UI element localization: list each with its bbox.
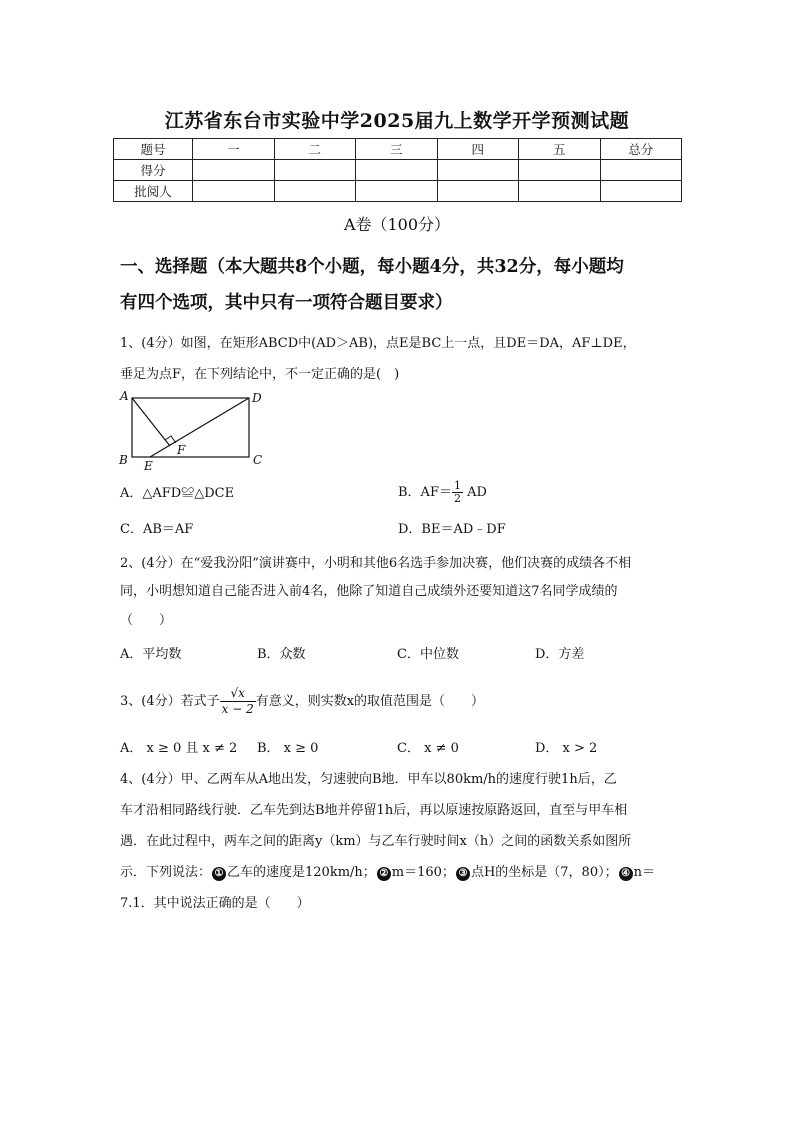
label-c: C <box>253 453 263 467</box>
q1-text-line1: 1、(4分）如图，在矩形ABCD中(AD＞AB)，点E是BC上一点，且DE＝DA，AF⊥DE， <box>120 336 636 351</box>
score-table-cell <box>274 181 356 202</box>
score-table-cell <box>193 160 275 181</box>
score-table-cell <box>519 181 601 202</box>
q1-rectangle-figure <box>115 388 275 474</box>
part1-heading-line1: 一、选择题（本大题共8个小题，每小题4分，共32分，每小题均 <box>120 257 624 277</box>
q4-text-line3: 遇．在此过程中，两车之间的距离y（km）与乙车行驶时间x（h）之间的函数关系如图所 <box>120 834 632 849</box>
q2-option-d: D．方差 <box>535 647 585 662</box>
q3-option-a: A． x ≥ 0 且 x ≠ 2 <box>120 741 238 756</box>
score-table-header-cell: 三 <box>356 139 438 160</box>
q2-option-b: B．众数 <box>257 647 306 662</box>
score-table-header-cell: 题号 <box>114 139 193 160</box>
q2-text-line2: 同，小明想知道自己能否进入前4名，他除了知道自己成绩外还要知道这7名同学成绩的 <box>120 584 618 599</box>
score-table-header-cell: 总分 <box>600 139 682 160</box>
q2-option-c: C．中位数 <box>397 647 459 662</box>
circled-three-icon: ③ <box>456 867 470 881</box>
score-table-cell <box>356 181 438 202</box>
q1-option-c: C．AB＝AF <box>120 522 194 537</box>
q4-line4-b: 乙车的速度是120km/h； <box>227 865 376 880</box>
circled-two-icon: ② <box>377 867 391 881</box>
q2-text-line1: 2、(4分）在“爱我汾阳”演讲赛中，小明和其他6名选手参加决赛，他们决赛的成绩各不相 <box>120 556 632 571</box>
label-a: A <box>120 389 129 403</box>
score-table-header-row <box>114 139 682 160</box>
fraction-denominator: 2 <box>453 492 461 505</box>
score-table-cell: 批阅人 <box>114 181 193 202</box>
score-table-header-cell: 二 <box>274 139 356 160</box>
label-d: D <box>252 391 262 405</box>
q2-option-a: A．平均数 <box>120 647 182 662</box>
q4-text-line4 <box>120 859 680 887</box>
q4-text-line5: 7.1．其中说法正确的是（ ） <box>120 896 310 911</box>
score-table-cell <box>356 160 438 181</box>
circled-four-icon: ④ <box>619 867 633 881</box>
q3-fraction <box>220 686 256 717</box>
q3-suffix: 有意义，则实数x的取值范围是（ ） <box>255 694 485 709</box>
q1-text-line2: 垂足为点F，在下列结论中，不一定正确的是( ) <box>120 367 400 382</box>
q3-prefix: 3、(4分）若式子 <box>120 694 220 709</box>
fraction-one-half <box>452 480 463 505</box>
q3-option-b: B． x ≥ 0 <box>257 741 319 756</box>
label-e: E <box>144 459 153 473</box>
q1-option-d: D．BE＝AD﹣DF <box>398 522 506 537</box>
score-table-header-cell: 一 <box>193 139 275 160</box>
q4-line4-c: m＝160； <box>391 865 455 880</box>
part1-heading-line2: 有四个选项，其中只有一项符合题目要求） <box>120 293 453 313</box>
score-table-row <box>114 160 682 181</box>
segment-de <box>150 398 249 457</box>
q3-fraction-denominator: x − 2 <box>221 702 254 716</box>
q3-fraction-numerator: √x <box>220 686 256 702</box>
q1-option-b <box>398 480 487 505</box>
rectangle-abcd <box>132 398 249 457</box>
q1-option-b-suffix: AD <box>467 485 487 500</box>
score-table-cell <box>600 181 682 202</box>
score-table-cell <box>274 160 356 181</box>
q4-text-line2: 车才沿相同路线行驶．乙车先到达B地并停留1h后，再以原速按原路返回，直至与甲车相 <box>120 803 628 818</box>
score-table-cell <box>600 160 682 181</box>
label-b: B <box>119 453 128 467</box>
q4-line4-d: 点H的坐标是（7，80）； <box>470 865 618 880</box>
q3-text <box>120 683 484 721</box>
label-f: F <box>177 443 186 457</box>
score-table-cell <box>193 181 275 202</box>
score-table <box>113 138 682 202</box>
q4-text-line1: 4、(4分）甲、乙两车从A地出发，匀速驶向B地．甲车以80km/h的速度行驶1h后，乙 <box>120 772 617 787</box>
segment-af <box>132 398 170 446</box>
q4-line4-e: n＝ <box>633 865 655 880</box>
score-table-cell <box>437 181 519 202</box>
fraction-numerator: 1 <box>453 479 461 492</box>
section-a-heading: A卷（100分） <box>343 215 451 234</box>
score-table-header-cell: 四 <box>437 139 519 160</box>
score-table-cell <box>437 160 519 181</box>
score-table-cell: 得分 <box>114 160 193 181</box>
circled-one-icon: ① <box>212 867 226 881</box>
q3-option-c: C． x ≠ 0 <box>397 741 459 756</box>
q2-text-line3: （ ） <box>120 613 173 628</box>
score-table-header-cell: 五 <box>519 139 601 160</box>
score-table-cell <box>519 160 601 181</box>
score-table-row <box>114 181 682 202</box>
q4-line4-a: 示．下列说法： <box>120 865 212 880</box>
exam-title: 江苏省东台市实验中学2025届九上数学开学预测试题 <box>164 110 630 132</box>
q1-option-b-prefix: B．AF＝ <box>398 485 452 500</box>
q3-option-d: D． x > 2 <box>535 741 598 756</box>
q1-option-a: A．△AFD≌△DCE <box>120 486 235 501</box>
